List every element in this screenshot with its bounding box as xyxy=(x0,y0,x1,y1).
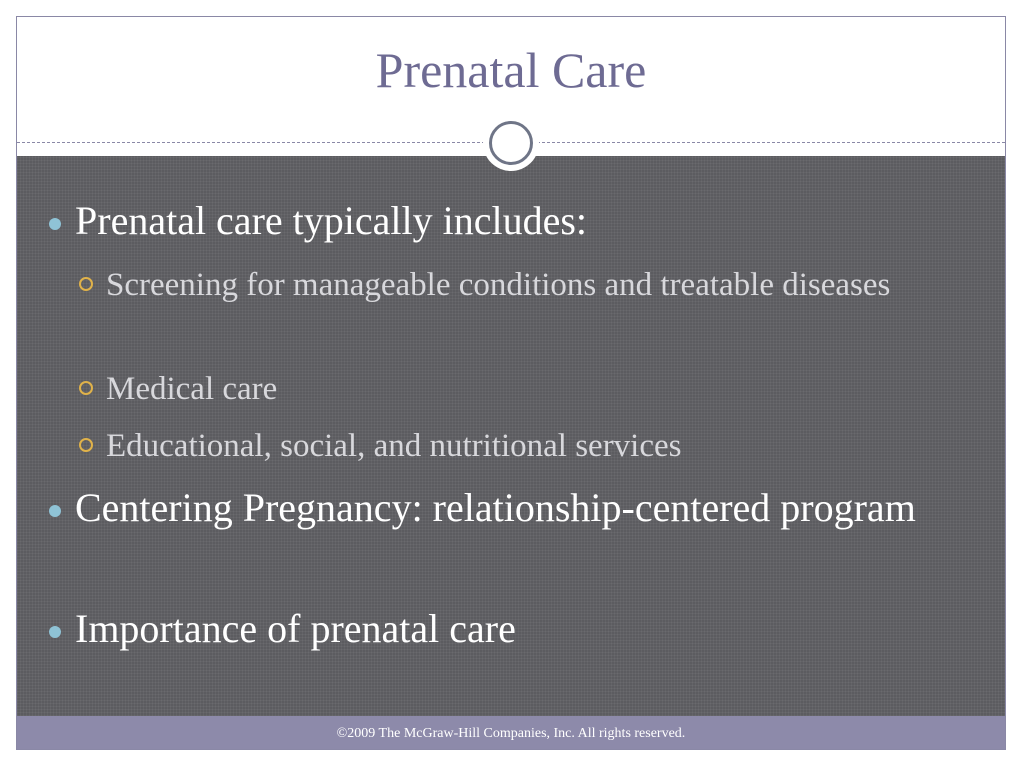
bullet-item xyxy=(75,481,935,535)
sub-bullet-text: Medical care xyxy=(106,371,278,407)
sub-bullet-text: Screening for manageable conditions and treatable diseases xyxy=(106,267,891,303)
slide-title: Prenatal Care xyxy=(375,42,647,98)
bullet-dot-icon xyxy=(49,626,61,638)
bullet-text: Importance of prenatal care xyxy=(75,606,516,651)
bullet-item xyxy=(75,602,935,656)
sub-bullet-ring-icon xyxy=(79,277,93,291)
bullet-item xyxy=(75,194,935,248)
copyright-text: ©2009 The McGraw-Hill Companies, Inc. All rights reserved. xyxy=(336,726,686,741)
sub-bullet-ring-icon xyxy=(79,381,93,395)
sub-bullet-item xyxy=(106,366,936,412)
sub-bullet-item xyxy=(106,262,936,308)
sub-bullet-text: Educational, social, and nutritional services xyxy=(106,428,682,464)
bullet-dot-icon xyxy=(49,505,61,517)
bullet-text: Centering Pregnancy: relationship-centered program xyxy=(75,485,916,530)
content-area xyxy=(17,156,1005,716)
sub-bullet-ring-icon xyxy=(79,438,93,452)
bullet-dot-icon xyxy=(49,218,61,230)
decorative-ring-icon xyxy=(483,115,539,171)
bullet-text: Prenatal care typically includes: xyxy=(75,198,588,243)
slide xyxy=(16,16,1006,750)
footer-bar xyxy=(17,716,1005,750)
sub-bullet-item xyxy=(106,423,936,469)
